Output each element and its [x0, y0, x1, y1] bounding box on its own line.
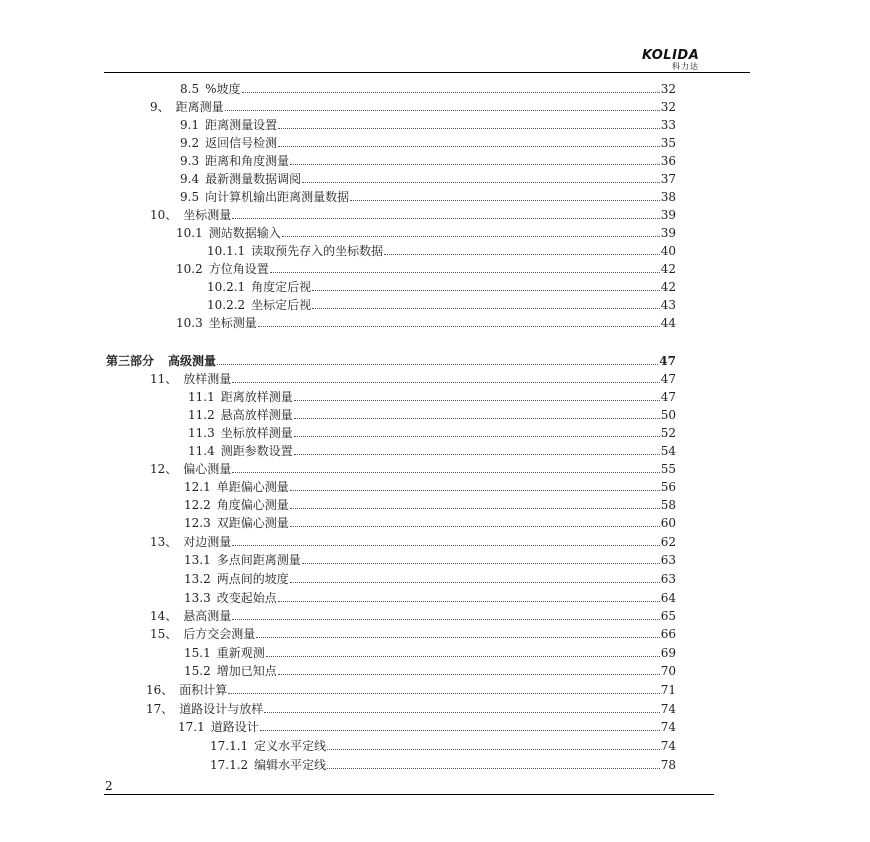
toc-entry-page: 35: [660, 136, 676, 150]
toc-entry[interactable]: [146, 681, 676, 697]
toc-entry-number: 9.1: [180, 118, 200, 132]
toc-entry-page: 50: [660, 408, 676, 422]
toc-entry-number: 10.2.1: [207, 280, 246, 294]
toc-entry-page: 58: [660, 498, 676, 512]
dot-leader: [228, 693, 659, 694]
dot-leader: [260, 730, 660, 731]
dot-leader: [270, 272, 660, 273]
toc-entry-page: 56: [660, 480, 676, 494]
toc-entry-number: 12.1: [184, 480, 211, 494]
toc-entry-page: 43: [660, 298, 676, 312]
dot-leader: [278, 128, 660, 129]
toc-entry[interactable]: [188, 406, 676, 422]
toc-entry-page: 74: [660, 720, 676, 734]
toc-entry-title: 道路设计: [210, 720, 259, 734]
toc-entry-number: 12.3: [184, 516, 211, 530]
footer-rule: [104, 794, 714, 795]
toc-entry-title: 距离放样测量: [220, 390, 293, 404]
toc-entry-page: 38: [660, 190, 676, 204]
dot-leader: [384, 254, 660, 255]
toc-entry[interactable]: [176, 260, 676, 276]
toc-entry[interactable]: [184, 662, 676, 678]
toc-entry[interactable]: [188, 388, 676, 404]
toc-entry-page: 40: [660, 244, 676, 258]
toc-entry-page: 54: [660, 444, 676, 458]
toc-entry-title: 最新测量数据调阅: [205, 172, 302, 186]
dot-leader: [312, 308, 660, 309]
dot-leader: [282, 236, 660, 237]
toc-entry-page: 78: [660, 758, 676, 772]
dot-leader: [232, 382, 659, 383]
dot-leader: [290, 490, 660, 491]
dot-leader: [294, 436, 660, 437]
toc-entry-title: %坡度: [205, 82, 241, 96]
toc-entry-page: 32: [660, 100, 676, 114]
toc-entry-title: 悬高放样测量: [220, 408, 293, 422]
dot-leader: [294, 418, 660, 419]
toc-entry[interactable]: [150, 625, 676, 641]
toc-entry-number: 10.1.1: [207, 244, 246, 258]
toc-entry[interactable]: [184, 514, 676, 530]
toc-entry-page: 66: [660, 627, 676, 641]
toc-entry[interactable]: [188, 424, 676, 440]
toc-entry[interactable]: [207, 242, 676, 258]
dot-leader: [232, 472, 659, 473]
toc-entry-number: 13.2: [184, 572, 211, 586]
toc-entry-number: 10.2.2: [207, 298, 246, 312]
toc-entry-page: 55: [660, 462, 676, 476]
toc-entry-page: 69: [660, 646, 676, 660]
toc-entry-title: 双距偏心测量: [216, 516, 289, 530]
toc-entry-number: 15.1: [184, 646, 211, 660]
toc-entry-title: 向计算机输出距离测量数据: [205, 190, 350, 204]
toc-entry-title: 单距偏心测量: [216, 480, 289, 494]
toc-entry-title: 坐标测量: [183, 208, 232, 222]
toc-entry[interactable]: [176, 314, 676, 330]
toc-entry-title: 距离测量设置: [205, 118, 278, 132]
toc-entry-title: 读取预先存入的坐标数据: [251, 244, 384, 258]
logo-subtitle: 科力达: [672, 62, 699, 71]
toc-entry-title: 坐标放样测量: [220, 426, 293, 440]
toc-entry-page: 74: [660, 702, 676, 716]
dot-leader: [242, 92, 660, 93]
toc-entry-number: 12.2: [184, 498, 211, 512]
toc-entry[interactable]: [188, 442, 676, 458]
toc-entry-page: 39: [660, 208, 676, 222]
dot-leader: [294, 400, 660, 401]
toc-entry[interactable]: [184, 589, 676, 605]
toc-entry-title: 后方交会测量: [183, 627, 256, 641]
dot-leader: [327, 768, 660, 769]
dot-leader: [232, 545, 659, 546]
toc-entry-number: 15.2: [184, 664, 211, 678]
dot-leader: [217, 364, 658, 365]
toc-entry-number: 11.2: [188, 408, 215, 422]
toc-entry-number: 11.4: [188, 444, 215, 458]
dot-leader: [278, 146, 660, 147]
dot-leader: [258, 326, 660, 327]
toc-entry-number: 11.3: [188, 426, 215, 440]
toc-entry-page: 32: [660, 82, 676, 96]
logo-brand: KOLIDA: [642, 48, 700, 63]
kolida-logo: [642, 48, 732, 74]
toc-entry-title: 道路设计与放样: [179, 702, 264, 716]
toc-entry-title: 多点间距离测量: [216, 553, 301, 567]
dot-leader: [278, 601, 660, 602]
toc-entry[interactable]: [184, 551, 676, 567]
page-number: 2: [105, 779, 113, 793]
toc-entry-title: 坐标测量: [208, 316, 257, 330]
toc-entry-page: 70: [660, 664, 676, 678]
toc-entry-number: 9.2: [180, 136, 200, 150]
toc-part-heading[interactable]: [106, 352, 676, 368]
toc-entry-title: 重新观测: [216, 646, 265, 660]
toc-entry-number: 11.1: [188, 390, 215, 404]
toc-entry-title: 角度偏心测量: [216, 498, 289, 512]
header-rule: [104, 72, 750, 73]
toc-entry-number: 第三部分: [106, 354, 155, 368]
toc-entry-page: 47: [659, 354, 676, 368]
toc-entry[interactable]: [180, 188, 676, 204]
toc-entry-number: 15、: [150, 627, 178, 641]
toc-entry[interactable]: [210, 737, 676, 753]
dot-leader: [327, 749, 660, 750]
toc-entry[interactable]: [146, 700, 676, 716]
toc-entry-title: 测站数据输入: [208, 226, 281, 240]
toc-entry[interactable]: [150, 460, 676, 476]
toc-entry-page: 39: [660, 226, 676, 240]
toc-entry-title: 放样测量: [183, 372, 232, 386]
toc-entry[interactable]: [184, 644, 676, 660]
dot-leader: [278, 674, 660, 675]
toc-entry-number: 10、: [150, 208, 178, 222]
toc-entry-page: 44: [660, 316, 676, 330]
toc-entry-number: 8.5: [180, 82, 200, 96]
toc-entry[interactable]: [150, 98, 676, 114]
toc-entry-number: 9.5: [180, 190, 200, 204]
toc-entry-page: 63: [660, 553, 676, 567]
toc-entry-number: 13.1: [184, 553, 211, 567]
toc-entry-page: 52: [660, 426, 676, 440]
toc-entry-number: 10.3: [176, 316, 203, 330]
toc-entry-page: 42: [660, 280, 676, 294]
toc-entry[interactable]: [180, 80, 676, 96]
toc-entry-number: 14、: [150, 609, 178, 623]
toc-entry[interactable]: [180, 170, 676, 186]
dot-leader: [302, 182, 660, 183]
toc-entry-page: 47: [660, 372, 676, 386]
dot-leader: [290, 508, 660, 509]
toc-entry[interactable]: [180, 134, 676, 150]
dot-leader: [290, 526, 660, 527]
toc-entry-page: 42: [660, 262, 676, 276]
toc-entry-page: 63: [660, 572, 676, 586]
toc-entry-title: 高级测量: [168, 354, 217, 368]
toc-entry[interactable]: [150, 533, 676, 549]
toc-entry-title: 偏心测量: [183, 462, 232, 476]
toc-entry-number: 17.1.2: [210, 758, 249, 772]
toc-entry-page: 62: [660, 535, 676, 549]
dot-leader: [350, 200, 660, 201]
toc-entry-number: 17.1: [178, 720, 205, 734]
toc-entry[interactable]: [210, 756, 676, 772]
toc-entry-number: 10.1: [176, 226, 203, 240]
toc-entry[interactable]: [207, 278, 676, 294]
toc-entry-title: 两点间的坡度: [216, 572, 289, 586]
toc-entry[interactable]: [150, 370, 676, 386]
dot-leader: [302, 563, 660, 564]
dot-leader: [256, 637, 659, 638]
toc-entry-title: 方位角设置: [208, 262, 269, 276]
dot-leader: [266, 656, 660, 657]
toc-entry[interactable]: [207, 296, 676, 312]
dot-leader: [290, 582, 660, 583]
toc-entry-number: 17.1.1: [210, 739, 249, 753]
toc-entry-title: 悬高测量: [183, 609, 232, 623]
toc-entry-title: 返回信号检测: [205, 136, 278, 150]
toc-entry-title: 距离测量: [175, 100, 224, 114]
toc-entry[interactable]: [180, 116, 676, 132]
toc-entry-page: 36: [660, 154, 676, 168]
toc-entry-title: 对边测量: [183, 535, 232, 549]
toc-entry-number: 13.3: [184, 591, 211, 605]
toc-entry-title: 定义水平定线: [254, 739, 327, 753]
toc-entry-page: 65: [660, 609, 676, 623]
toc-entry-page: 60: [660, 516, 676, 530]
toc-entry-number: 9.4: [180, 172, 200, 186]
toc-entry-page: 71: [660, 683, 676, 697]
toc-entry[interactable]: [180, 152, 676, 168]
toc-entry-number: 9、: [150, 100, 170, 114]
toc-entry-title: 改变起始点: [216, 591, 277, 605]
toc-entry[interactable]: [184, 496, 676, 512]
toc-entry-page: 74: [660, 739, 676, 753]
dot-leader: [232, 218, 659, 219]
dot-leader: [294, 454, 660, 455]
toc-entry-number: 13、: [150, 535, 178, 549]
toc-entry-number: 12、: [150, 462, 178, 476]
toc-entry[interactable]: [178, 718, 676, 734]
toc-entry-page: 47: [660, 390, 676, 404]
toc-entry[interactable]: [150, 206, 676, 222]
dot-leader: [264, 712, 659, 713]
toc-entry-title: 角度定后视: [251, 280, 312, 294]
toc-entry-title: 距离和角度测量: [205, 154, 290, 168]
toc-entry-title: 增加已知点: [216, 664, 277, 678]
toc-entry[interactable]: [176, 224, 676, 240]
toc-entry-title: 测距参数设置: [220, 444, 293, 458]
dot-leader: [232, 619, 659, 620]
toc-entry-number: 11、: [150, 372, 178, 386]
toc-entry-page: 64: [660, 591, 676, 605]
toc-entry-number: 9.3: [180, 154, 200, 168]
toc-entry-title: 编辑水平定线: [254, 758, 327, 772]
toc-entry-page: 37: [660, 172, 676, 186]
toc-entry[interactable]: [184, 570, 676, 586]
toc-entry[interactable]: [150, 607, 676, 623]
toc-entry-number: 17、: [146, 702, 174, 716]
toc-entry-title: 坐标定后视: [251, 298, 312, 312]
dot-leader: [290, 164, 660, 165]
toc-entry-number: 10.2: [176, 262, 203, 276]
toc-entry[interactable]: [184, 478, 676, 494]
dot-leader: [312, 290, 660, 291]
dot-leader: [225, 110, 660, 111]
toc-entry-page: 33: [660, 118, 676, 132]
toc-entry-number: 16、: [146, 683, 174, 697]
toc-entry-title: 面积计算: [179, 683, 228, 697]
